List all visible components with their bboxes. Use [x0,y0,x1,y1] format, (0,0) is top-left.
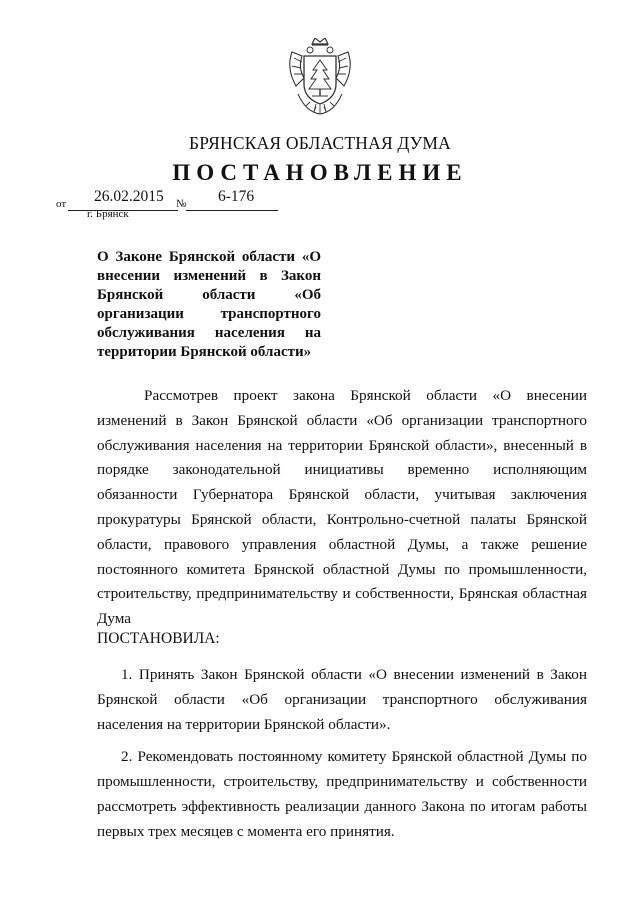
resolution-item-2: 2. Рекомендовать постоянному комитету Брянской областной Думы по промышленности, строительству, предпринимательству и собственности рассмотреть эффективность реализации данного Закона по итогам работы первых трех месяцев с момента его принятия. [97,748,587,840]
number-underline [186,210,278,211]
document-number: 6-176 [218,188,255,205]
coat-of-arms-icon [282,38,358,118]
preamble-text: Рассмотрев проект закона Брянской области «О внесении изменений в Закон Брянской области «Об организации транспортного обслуживания населения на территории Брянской области», внесенный в порядке законодательной инициативы временно исполняющим обязанности Губернатора Брянской области, учитывая заключения прокуратуры Брянской области, Контрольно-счетной палаты Брянской области, правового управления областной Думы, а также решение постоянного комитета Брянской областной Думы по промышленности, строительству, предпринимательству и собственности, Брянская областная Дума [97,387,587,628]
document-date: 26.02.2015 [94,188,164,205]
from-label: от [56,198,67,210]
document-subject: О Законе Брянской области «О внесении изменений в Закон Брянской области «Об организации транспортного обслуживания населения на территории Брянской области» [97,249,321,360]
preamble [97,384,587,632]
resolution-item-1: 1. Принять Закон Брянской области «О внесении изменений в Закон Брянской области «Об организации транспортного обслуживания населения на территории Брянской области». [97,666,587,733]
document-type: ПОСТАНОВЛЕНИЕ [172,160,468,185]
date-number-line [56,188,356,218]
resolved-heading: ПОСТАНОВИЛА: [97,630,220,647]
number-label: № [176,198,187,210]
city: г. Брянск [87,208,129,220]
resolution-items [97,663,587,853]
organization-name: БРЯНСКАЯ ОБЛАСТНАЯ ДУМА [189,133,451,153]
